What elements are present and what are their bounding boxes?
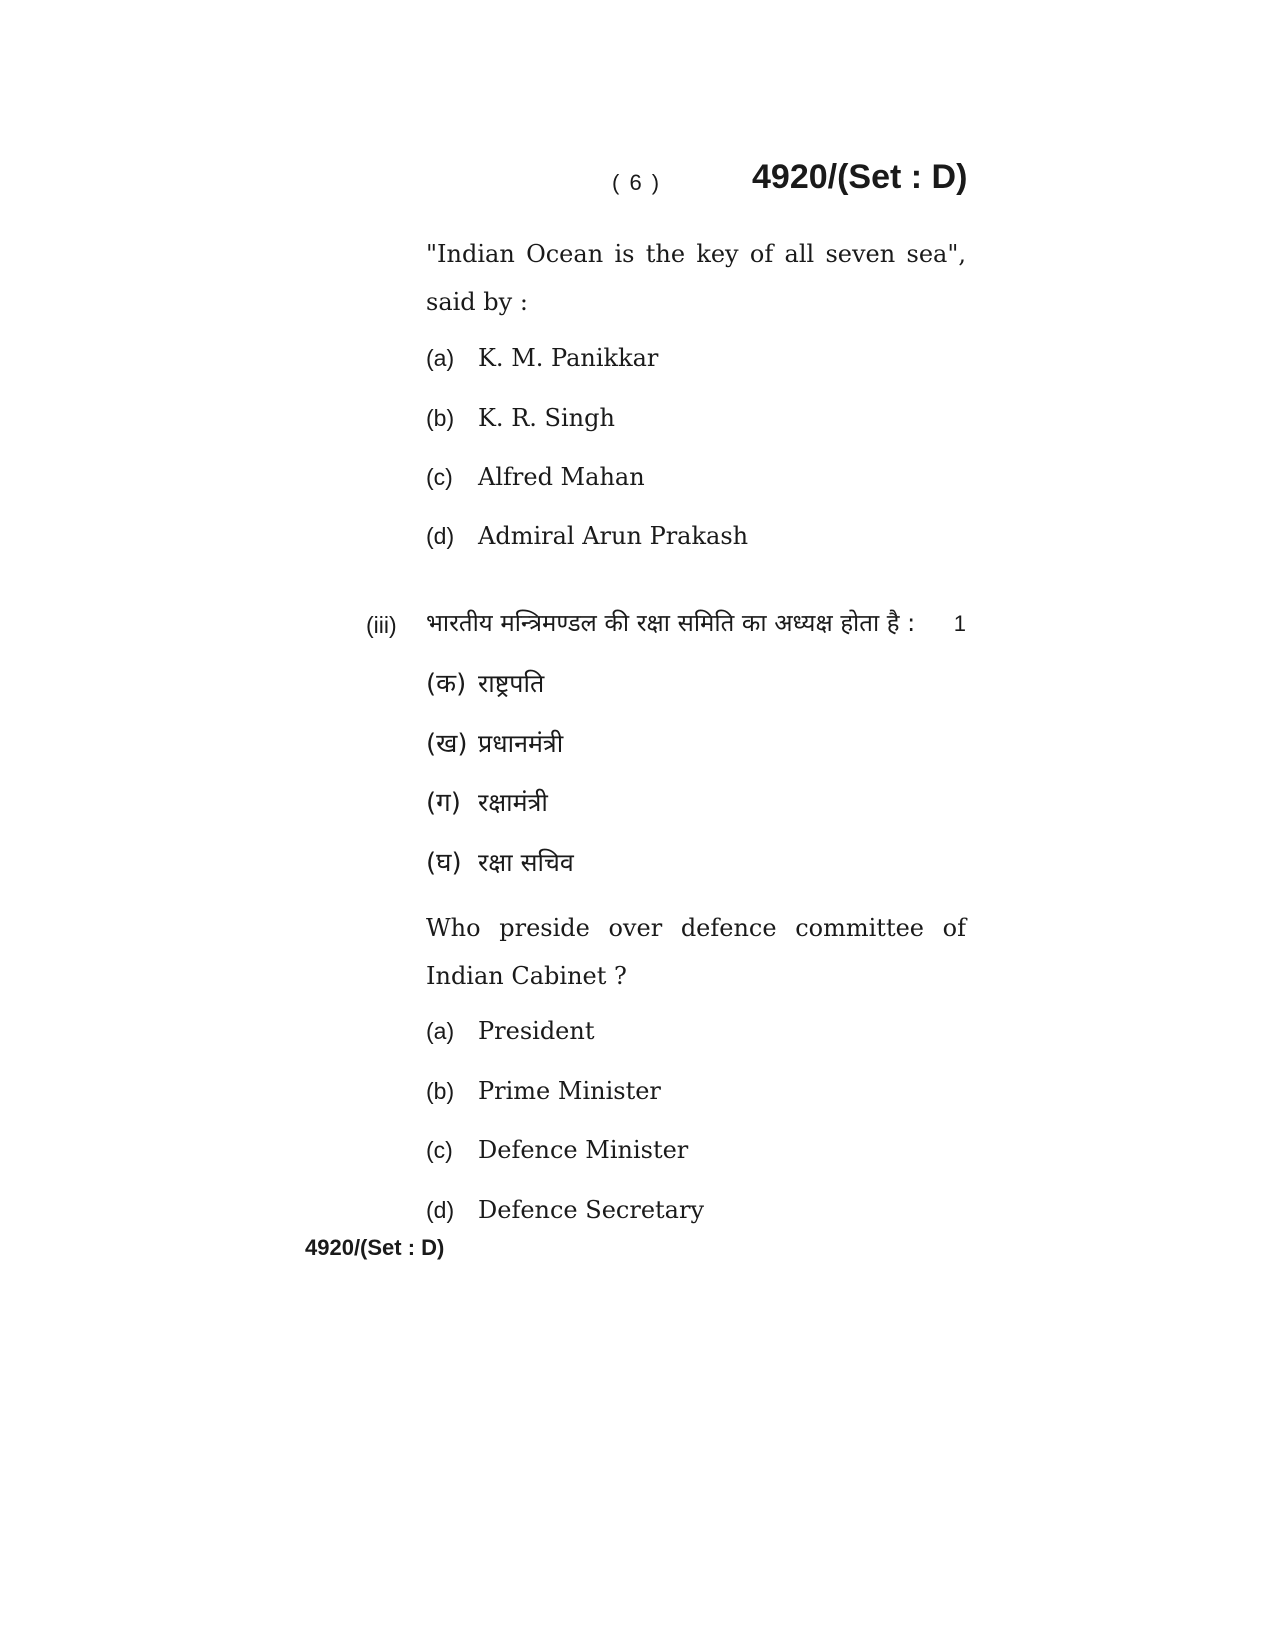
option-text: राष्ट्रपति: [478, 669, 545, 698]
option-text: President: [478, 1017, 595, 1045]
option-letter: (a): [426, 345, 455, 371]
paper-code-header: 4920/(Set : D): [752, 158, 968, 196]
option-letter: (a): [426, 1018, 455, 1044]
question-ii-text: "Indian Ocean is the key of all seven sea", said by :: [426, 240, 966, 316]
option-text: K. M. Panikkar: [478, 344, 659, 372]
question-iii-option-b: [426, 1077, 661, 1105]
option-text: Defence Minister: [478, 1136, 689, 1164]
option-text: रक्षा सचिव: [478, 848, 574, 877]
option-letter: (ख): [426, 729, 468, 759]
option-text: Prime Minister: [478, 1077, 661, 1105]
paper-code-footer: 4920/(Set : D): [305, 1235, 445, 1260]
option-text: रक्षामंत्री: [478, 788, 548, 817]
option-letter: (c): [426, 464, 453, 490]
question-iii-option-c: [426, 1136, 688, 1164]
option-letter: (b): [426, 1078, 455, 1104]
question-ii-option-a: [426, 344, 658, 372]
page-number: ( 6 ): [612, 170, 662, 195]
option-letter: (ग): [426, 788, 461, 818]
question-ii-option-c: [426, 463, 645, 491]
option-letter: (क): [426, 669, 467, 699]
option-text: प्रधानमंत्री: [478, 729, 564, 758]
option-letter: (d): [426, 1197, 455, 1223]
option-text: Admiral Arun Prakash: [478, 522, 749, 550]
question-iii-hindi-text: [426, 606, 966, 639]
question-iii-number: (iii): [366, 612, 397, 638]
question-iii-hindi-option-ga: [426, 783, 548, 819]
option-letter: (घ): [426, 848, 462, 878]
option-text: K. R. Singh: [478, 404, 615, 432]
question-iii-hindi-option-gha: [426, 843, 574, 879]
option-text: Defence Secretary: [478, 1196, 705, 1224]
question-iii-marks: 1: [953, 611, 966, 636]
option-text: Alfred Mahan: [478, 463, 645, 491]
question-ii-option-b: [426, 404, 615, 432]
option-letter: (c): [426, 1137, 453, 1163]
question-ii-option-d: [426, 522, 748, 550]
question-iii-hindi-stem: भारतीय मन्त्रिमण्डल की रक्षा समिति का अध्यक्ष होता है :: [426, 609, 916, 637]
option-letter: (b): [426, 405, 455, 431]
question-iii-option-a: [426, 1017, 594, 1045]
question-iii-option-d: [426, 1196, 704, 1224]
option-letter: (d): [426, 523, 455, 549]
question-iii-hindi-option-kha: [426, 724, 563, 760]
question-iii-english-text: Who preside over defence committee of Indian Cabinet ?: [426, 914, 966, 990]
question-iii-hindi-option-ka: [426, 664, 544, 700]
